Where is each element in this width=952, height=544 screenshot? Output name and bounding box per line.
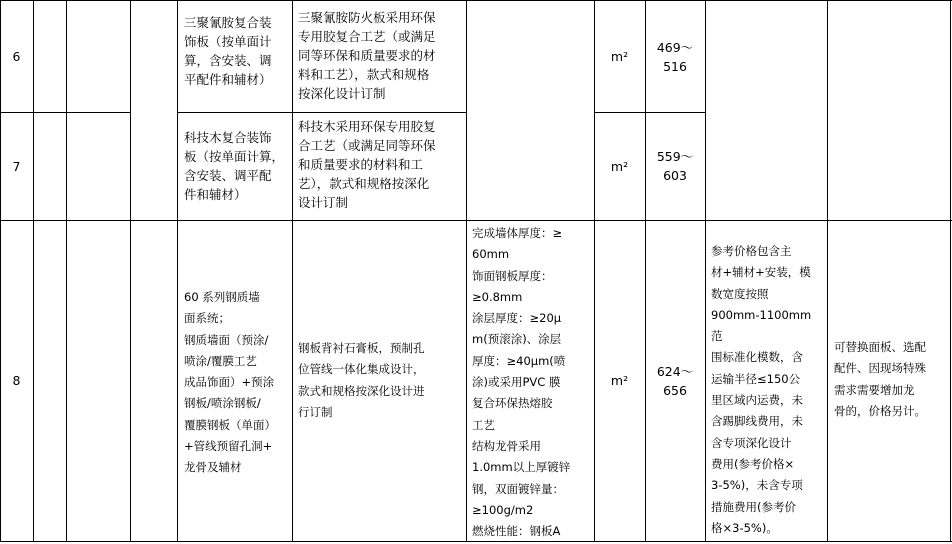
item-name: 科技木复合装饰 板（按单面计算， 含安装、调平配 件和辅材） [184, 130, 285, 202]
column-divider [292, 0, 293, 542]
column-divider [705, 0, 706, 542]
process-description: 科技木采用环保专用胶复 合工艺（或满足同等环保 和质量要求的材料和工 艺），款式和规格按深化 设计订制 [298, 119, 436, 210]
row-divider [0, 112, 130, 113]
table-border-right [950, 0, 951, 542]
row-number: 7 [12, 159, 21, 174]
item-name: 60 系列钢质墙 面系统； 钢质墙面（预涂/ 喷涂/覆膜工艺 成品饰面）+预涂 钢板/喷涂钢板/ 覆膜钢板（单面） +管线预留孔洞+ 龙骨及辅材 [184, 290, 276, 475]
column-divider [177, 0, 178, 542]
column-divider [594, 0, 595, 542]
price-range: 624～ 656 [656, 364, 694, 398]
column-divider [33, 0, 34, 542]
row-divider [0, 220, 952, 221]
price-range: 469～ 516 [656, 40, 694, 74]
column-divider [0, 0, 1, 542]
technical-spec: 完成墙体厚度：≥ 60mm 饰面钢板厚度： ≥0.8mm 涂层厚度：≥20μ m(预滚涂)、涂层 厚度：≥40μm(喷 涂)或采用PVC 膜 复合环保热熔胶 工艺 结构龙骨采用 1.0mm以上厚镀锌 钢，双面镀锌量： ≥100g/m2 燃烧性能：钢板A [472, 226, 571, 539]
remark: 可替换面板、选配 配件、因现场特殊 需求需要增加龙 骨的，价格另计。 [834, 340, 926, 418]
process-description: 钢板背衬石膏板，预制孔 位管线一体化集成设计， 款式和规格按深化设计进 行订制 [298, 341, 425, 419]
row-number: 8 [12, 373, 21, 388]
column-divider [827, 0, 828, 542]
column-divider [645, 0, 646, 542]
column-divider [130, 0, 131, 542]
price-note: 参考价格包含主 材+辅材+安装，模 数宽度按照 900mm-1100mm 范 围标准化模数，含 运输半径≤150公 里区域内运费，未 含踢脚线费用，未 含专项深化设计 费用(参考价格× 3-5%)，未含专项 措施费用(参考价 格×3-5%)。 [711, 244, 812, 535]
column-divider [466, 0, 467, 542]
unit: m² [610, 49, 629, 64]
unit: m² [610, 373, 629, 388]
price-range: 559～ 603 [656, 149, 694, 183]
item-name: 三聚氰胺复合装 饰板（按单面计 算，含安装、调 平配件和辅材） [184, 15, 272, 87]
row-divider [177, 112, 466, 113]
process-description: 三聚氰胺防火板采用环保 专用胶复合工艺（或满足 同等环保和质量要求的材 料和工艺），款式和规格 按深化设计订制 [298, 10, 436, 101]
row-divider [594, 112, 705, 113]
column-divider [66, 0, 67, 542]
row-number: 6 [12, 49, 21, 64]
unit: m² [610, 159, 629, 174]
table-border-top [0, 0, 952, 1]
